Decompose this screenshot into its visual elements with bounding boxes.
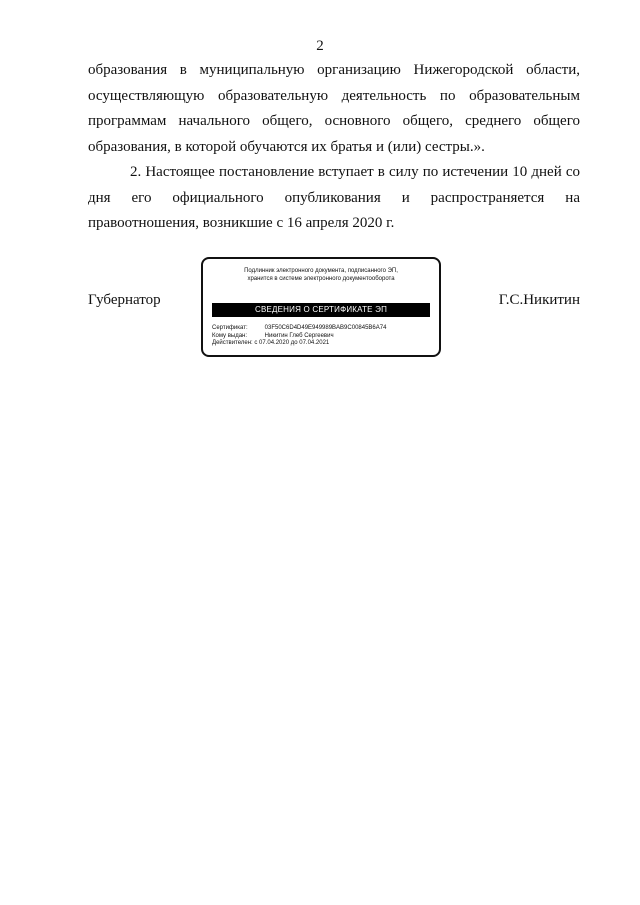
- stamp-details: [212, 325, 433, 348]
- stamp-intro: [203, 267, 439, 283]
- page-number: 2: [316, 38, 324, 54]
- issued-to-label: Кому выдан:: [212, 332, 248, 339]
- valid-label: Действителен:: [212, 340, 253, 346]
- valid-row: [212, 340, 433, 348]
- signer-name: Г.С.Никитин: [498, 292, 580, 308]
- paragraph-continuation: образования в муниципальную организацию Нижегородской области, осуществляющую образовательную деятельность по образовательным программам начального общего, основного общего, среднего общего образования, в которой обучаются их братья и (или) сестры.».: [88, 62, 580, 155]
- certificate-label: Сертификат:: [212, 325, 248, 331]
- stamp-intro-line: Подлинник электронного документа, подписанного ЭП,: [244, 268, 398, 274]
- valid-value: с 07.04.2020 до 07.04.2021: [254, 340, 330, 346]
- signer-title: Губернатор: [88, 292, 161, 308]
- document-body: [88, 58, 580, 237]
- stamp-banner: СВЕДЕНИЯ О СЕРТИФИКАТЕ ЭП: [212, 303, 430, 317]
- electronic-signature-stamp: [201, 257, 441, 357]
- stamp-intro-line: хранится в системе электронного документооборота: [247, 276, 395, 282]
- certificate-row: [212, 325, 433, 333]
- paragraph-effective-date: 2. Настоящее постановление вступает в силу по истечении 10 дней со дня его официального опубликования и распространяется на правоотношения, возникшие с 16 апреля 2020 г.: [88, 164, 580, 231]
- certificate-value: 03F50C6D4D49E949989BAB9C00845B6A74: [264, 325, 387, 331]
- issued-to-value: Никитин Глеб Сергеевич: [264, 332, 334, 339]
- issued-to-row: [212, 333, 433, 341]
